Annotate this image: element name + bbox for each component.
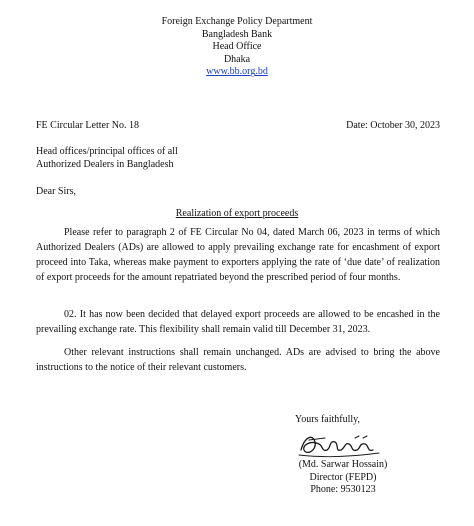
closing: Yours faithfully, xyxy=(295,414,361,425)
subject-line: Realization of export proceeds xyxy=(175,208,299,219)
body-paragraph-1-text: Please refer to paragraph 2 of FE Circular No 04, dated March 06, 2023 in terms of which Authorized Dealers (ADs) are allowed to apply prevailing exchange rate for encashment of export proceed into Taka, whereas make payment to exporters applying the rate of ‘due date’ of realization of export proceeds for the amount repatriated beyond the prescribed period of four months. xyxy=(36,227,440,283)
recipient-line-2: Authorized Dealers in Bangladesh xyxy=(36,158,174,170)
letterhead xyxy=(0,16,474,79)
signatory-title: Director (FEPD) xyxy=(309,471,377,483)
signatory-block xyxy=(288,459,398,497)
bank-name: Bangladesh Bank xyxy=(201,28,273,40)
department-name: Foreign Exchange Policy Department xyxy=(161,16,313,27)
circular-number: FE Circular Letter No. 18 xyxy=(36,120,140,131)
body-paragraph-3-text: Other relevant instructions shall remain unchanged. ADs are advised to bring the above instructions to the notice of their relevant customers. xyxy=(36,347,440,373)
body-paragraph-2 xyxy=(36,307,440,337)
city-name: Dhaka xyxy=(223,53,251,65)
website-link[interactable]: www.bb.org.bd xyxy=(206,66,268,78)
signatory-name: (Md. Sarwar Hossain) xyxy=(298,459,388,470)
salutation: Dear Sirs, xyxy=(36,186,76,197)
circular-date: Date: October 30, 2023 xyxy=(346,120,440,131)
signatory-phone: Phone: 9530123 xyxy=(310,484,376,495)
recipient-line-1: Head offices/principal offices of all xyxy=(36,146,178,157)
signature-image xyxy=(295,428,385,462)
office-name: Head Office xyxy=(212,41,262,53)
body-paragraph-3 xyxy=(36,345,440,375)
body-paragraph-1 xyxy=(36,225,440,285)
recipient-block xyxy=(36,146,178,171)
body-paragraph-2-text: 02. It has now been decided that delayed export proceeds are allowed to be encashed in the prevailing exchange rate. This flexibility shall remain valid till December 31, 2023. xyxy=(36,309,440,335)
